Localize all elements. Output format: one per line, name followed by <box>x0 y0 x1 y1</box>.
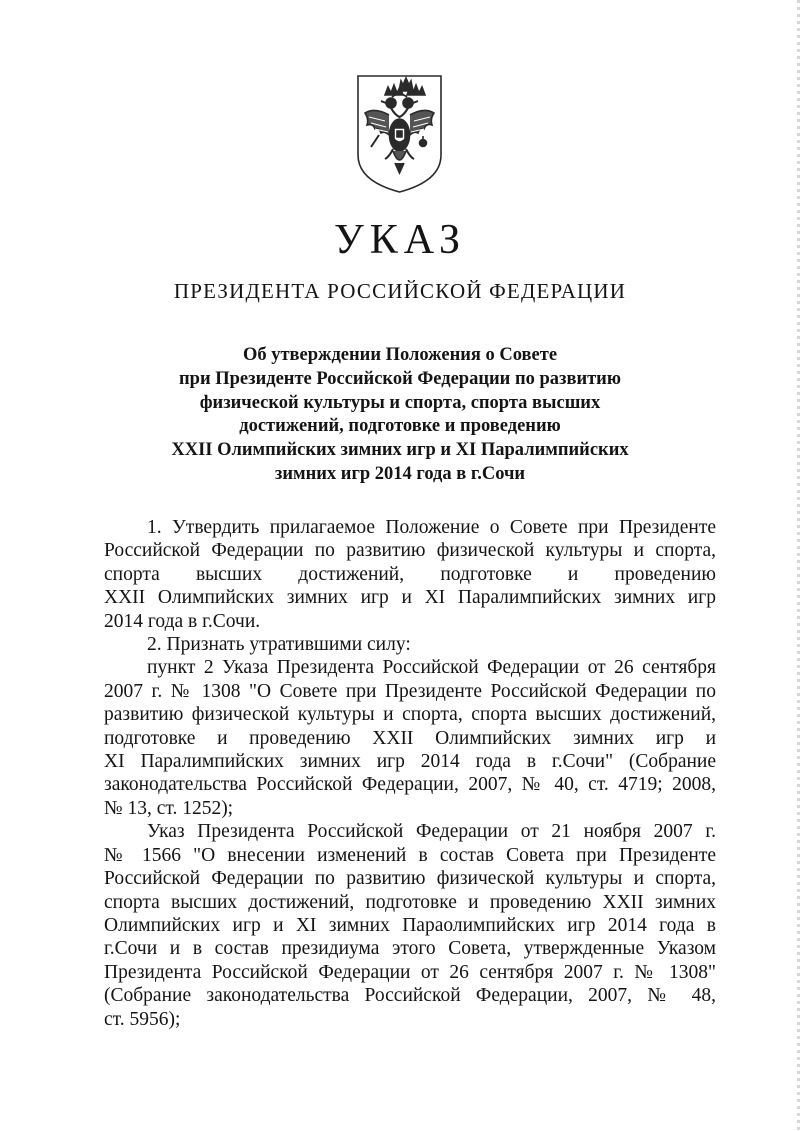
body-line: г.Сочи и в состав президиума этого Совета, утвержденные Указом <box>104 938 716 960</box>
body-line: Олимпийских игр и XI зимних Параолимпийских игр 2014 года в <box>104 914 716 936</box>
body-line: № 13, ст. 1252); <box>104 797 234 819</box>
heading-line: при Президенте Российской Федерации по развитию <box>179 368 621 389</box>
body-line: спорта высших достижений, подготовке и проведению XXII зимних <box>104 891 716 913</box>
heading-line: физической культуры и спорта, спорта высших <box>199 392 601 413</box>
body-line: XXII Олимпийских зимних игр и XI Паралимпийских зимних игр <box>104 587 716 609</box>
body-line: спорта высших достижений, подготовке и проведению <box>104 563 716 585</box>
body-line: Указ Президента Российской Федерации от 21 ноября 2007 г. <box>147 821 716 843</box>
body-line: подготовке и проведению XXII Олимпийских зимних игр и <box>104 727 716 749</box>
body-line: 2007 г. № 1308 "О Совете при Президенте Российской Федерации по <box>104 680 716 702</box>
heading-line: Об утверждении Положения о Совете <box>242 345 558 365</box>
body-line: XI Паралимпийских зимних игр 2014 года в г.Сочи" (Собрание <box>104 751 716 773</box>
document-title: УКАЗ <box>333 217 467 263</box>
body-line: 1. Утвердить прилагаемое Положение о Совете при Президенте <box>147 517 716 538</box>
decree-heading <box>100 344 700 487</box>
body-line: ст. 5956); <box>104 1008 181 1030</box>
heading-line: достижений, подготовке и проведению <box>239 416 561 437</box>
body-line: 2. Признать утратившими силу: <box>147 634 411 656</box>
body-line: (Собрание законодательства Российской Федерации, 2007, № 48, <box>104 985 716 1007</box>
heading-line: XXII Олимпийских зимних игр и XI Паралимпийских <box>171 440 629 461</box>
russian-coat-of-arms-icon <box>355 73 444 195</box>
heading-line: зимних игр 2014 года в г.Сочи <box>274 463 526 484</box>
body-line: развитию физической культуры и спорта, спорта высших достижений, <box>104 704 716 726</box>
body-line: Президента Российской Федерации от 26 сентября 2007 г. № 1308" <box>104 961 716 983</box>
body-line: Российской Федерации по развитию физической культуры и спорта, <box>104 540 716 562</box>
document-subtitle: ПРЕЗИДЕНТА РОССИЙСКОЙ ФЕДЕРАЦИИ <box>173 279 627 303</box>
body-line: пункт 2 Указа Президента Российской Федерации от 26 сентября <box>147 657 716 679</box>
body-line: Российской Федерации по развитию физической культуры и спорта, <box>104 868 716 890</box>
body-line: 2014 года в г.Сочи. <box>104 610 261 632</box>
body-line: законодательства Российской Федерации, 2007, № 40, ст. 4719; 2008, <box>104 774 716 796</box>
body-line: № 1566 "О внесении изменений в состав Совета при Президенте <box>104 844 716 866</box>
decree-body <box>104 516 716 1031</box>
